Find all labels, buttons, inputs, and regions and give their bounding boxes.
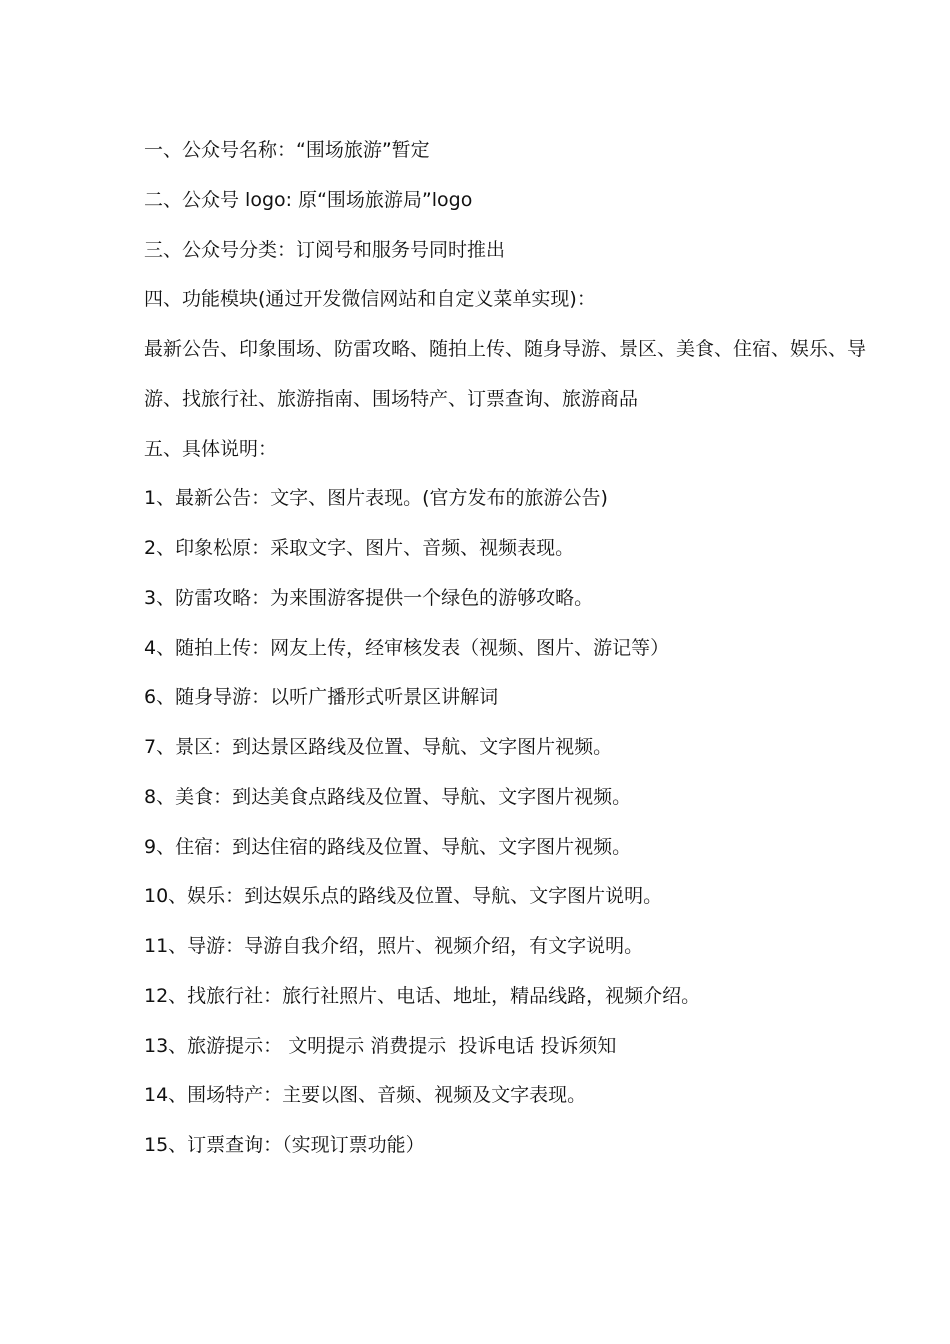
line-module-list-1: 最新公告、印象围场、防雷攻略、随拍上传、随身导游、景区、美食、住宿、娱乐、导 — [144, 338, 867, 360]
line-item-13: 13、旅游提示： 文明提示 消费提示 投诉电话 投诉须知 — [144, 1034, 617, 1057]
line-item-3: 3、防雷攻略：为来围游客提供一个绿色的游够攻略。 — [144, 586, 594, 609]
line-account-logo: 二、公众号 logo: 原“围场旅游局”logo — [144, 188, 473, 211]
line-account-type: 三、公众号分类：订阅号和服务号同时推出 — [144, 238, 506, 261]
line-item-14: 14、围场特产：主要以图、音频、视频及文字表现。 — [144, 1084, 587, 1107]
line-module-list-2: 游、找旅行社、旅游指南、围场特产、订票查询、旅游商品 — [144, 387, 639, 410]
line-item-8: 8、美食：到达美食点路线及位置、导航、文字图片视频。 — [144, 785, 632, 808]
line-item-1: 1、最新公告：文字、图片表现。(官方发布的旅游公告) — [144, 487, 608, 510]
line-item-11: 11、导游：导游自我介绍，照片、视频介绍，有文字说明。 — [144, 935, 644, 957]
line-details-heading: 五、具体说明： — [144, 437, 278, 460]
line-item-6: 6、随身导游：以听广播形式听景区讲解词 — [144, 686, 499, 709]
line-item-10: 10、娱乐：到达娱乐点的路线及位置、导航、文字图片说明。 — [144, 885, 663, 908]
line-item-12: 12、找旅行社：旅行社照片、电话、地址，精品线路，视频介绍。 — [144, 984, 701, 1007]
line-item-4: 4、随拍上传：网友上传，经审核发表（视频、图片、游记等） — [144, 636, 670, 659]
line-account-name: 一、公众号名称：“围场旅游”暂定 — [144, 139, 430, 161]
line-function-modules: 四、功能模块(通过开发微信网站和自定义菜单实现)： — [144, 288, 596, 311]
document-body — [144, 133, 867, 1178]
line-item-9: 9、住宿：到达住宿的路线及位置、导航、文字图片视频。 — [144, 835, 632, 858]
line-item-2: 2、印象松原：采取文字、图片、音频、视频表现。 — [144, 537, 575, 559]
line-item-7: 7、景区：到达景区路线及位置、导航、文字图片视频。 — [144, 736, 613, 758]
line-item-15: 15、订票查询：（实现订票功能） — [144, 1134, 425, 1156]
